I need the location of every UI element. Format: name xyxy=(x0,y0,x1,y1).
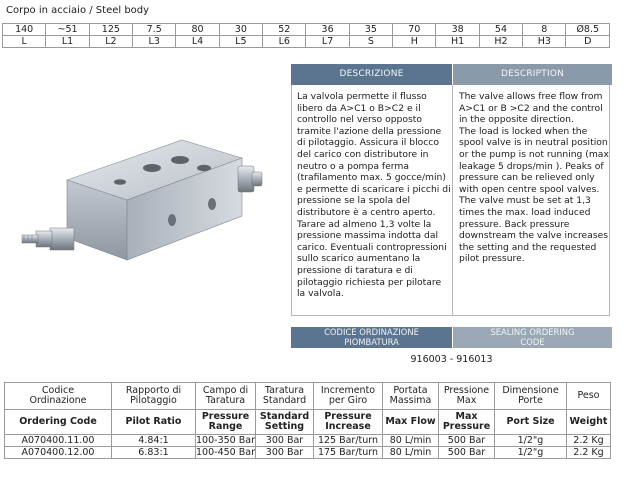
ordering-header-english xyxy=(5,410,611,435)
header-cell: Port Size xyxy=(495,410,567,435)
header-cell: Pressure Increase xyxy=(314,410,383,435)
description-heading: DESCRIPTION xyxy=(453,64,612,85)
adjusting-screw xyxy=(22,235,38,243)
dim-value: ~51 xyxy=(46,24,89,36)
table-cell: 500 Bar xyxy=(439,435,495,447)
header-cell: Rapporto di Pilotaggio xyxy=(112,383,196,410)
page-title: Corpo in acciaio / Steel body xyxy=(6,5,150,16)
dim-label: L4 xyxy=(176,36,219,48)
header-cell: Max Flow xyxy=(383,410,439,435)
header-cell: Pressure Range xyxy=(196,410,256,435)
header-cell: Incremento per Giro xyxy=(314,383,383,410)
table-cell: 6.83:1 xyxy=(112,447,196,459)
header-cell: Standard Setting xyxy=(256,410,314,435)
table-cell: 100-350 Bar xyxy=(196,435,255,446)
table-cell: 2.2 Kg xyxy=(567,447,611,459)
port-hole xyxy=(143,164,161,172)
table-cell: 300 Bar xyxy=(256,447,314,459)
dim-value: 30 xyxy=(219,24,262,36)
port-hole xyxy=(197,165,211,171)
dim-label: D xyxy=(566,36,610,48)
dim-value: 140 xyxy=(3,24,46,36)
header-cell: Taratura Standard xyxy=(256,383,314,410)
header-cell: Peso xyxy=(567,383,611,410)
descrizione-heading: DESCRIZIONE xyxy=(291,64,452,85)
table-cell: 1/2"g xyxy=(495,447,567,459)
header-cell: Pressione Max xyxy=(439,383,495,410)
dim-value: 36 xyxy=(306,24,349,36)
table-cell: 125 Bar/turn xyxy=(314,435,383,447)
dim-label: L xyxy=(3,36,46,48)
table-cell: 80 L/min xyxy=(383,447,439,459)
dim-label: H3 xyxy=(523,36,566,48)
dim-value: Ø8.5 xyxy=(566,24,610,36)
table-cell: A070400.11.00 xyxy=(5,435,112,447)
right-cartridge-cap xyxy=(252,172,262,186)
dim-value: 7.5 xyxy=(133,24,176,36)
sealing-ordering-heading xyxy=(453,327,612,348)
dim-value: 54 xyxy=(479,24,522,36)
dim-label: L6 xyxy=(263,36,306,48)
sealing-code-value: 916003 - 916013 xyxy=(410,354,493,365)
header-cell: Codice Ordinazione xyxy=(5,383,112,410)
table-cell: 500 Bar xyxy=(439,447,495,459)
dim-label: H1 xyxy=(436,36,479,48)
dimensions-labels-row xyxy=(3,36,610,48)
dim-label: L7 xyxy=(306,36,349,48)
table-cell: 80 L/min xyxy=(383,435,439,447)
dim-value: 125 xyxy=(89,24,132,36)
dim-label: L2 xyxy=(89,36,132,48)
dim-label: H2 xyxy=(479,36,522,48)
description-divider xyxy=(452,85,453,316)
port-hole xyxy=(171,156,189,164)
description-text: The valve allows free flow from A>C1 or B >C2 and the control in the opposite direction. The load is locked when the spool valve is in neutral position or the pump is not running (max leakage 5 drops/min ). Peaks of pressure can be relieved only with open centre spool valves. The valve must be set at 1,3 times the max. load induced pressure. Back pressure downstream the valve increases the setting and the requested pilot pressure. xyxy=(459,91,609,265)
valve-product-image xyxy=(12,120,282,300)
dim-value: 80 xyxy=(176,24,219,36)
dimensions-values-row xyxy=(3,24,610,36)
table-cell: 1/2"g xyxy=(495,435,567,447)
table-cell: 175 Bar/turn xyxy=(314,447,383,459)
dim-value: 8 xyxy=(523,24,566,36)
dimensions-table xyxy=(2,23,610,48)
left-cartridge xyxy=(50,228,74,250)
dim-label: L3 xyxy=(133,36,176,48)
dim-label: S xyxy=(349,36,392,48)
ordering-table xyxy=(4,382,611,459)
dim-value: 70 xyxy=(393,24,436,36)
dim-label: L5 xyxy=(219,36,262,48)
table-row xyxy=(5,435,611,447)
right-cartridge xyxy=(238,166,254,192)
port-hole xyxy=(114,179,126,185)
header-cell: Dimensione Porte xyxy=(495,383,567,410)
dim-value: 35 xyxy=(349,24,392,36)
sealing-ordering-label: SEALING ORDERING CODE xyxy=(490,327,575,347)
dim-value: 38 xyxy=(436,24,479,36)
lock-nut xyxy=(36,231,52,247)
table-cell: 100-450 Bar xyxy=(196,447,255,458)
header-cell: Weight xyxy=(567,410,611,435)
dim-label: L1 xyxy=(46,36,89,48)
table-cell: A070400.12.00 xyxy=(5,447,112,459)
header-cell: Campo di Taratura xyxy=(196,383,256,410)
codice-ordinazione-label: CODICE ORDINAZIONE PIOMBATURA xyxy=(324,327,419,347)
table-cell: 4.84:1 xyxy=(112,435,196,447)
dim-label: H xyxy=(393,36,436,48)
header-cell: Ordering Code xyxy=(5,410,112,435)
header-cell: Portata Massima xyxy=(383,383,439,410)
header-cell: Pilot Ratio xyxy=(112,410,196,435)
mounting-hole xyxy=(168,214,176,226)
table-cell: 2.2 Kg xyxy=(567,435,611,447)
table-cell: 300 Bar xyxy=(256,435,314,447)
header-cell: Max Pressure xyxy=(439,410,495,435)
descrizione-text: La valvola permette il flusso libero da A>C1 o B>C2 e il controllo nel verso opposto tramite l'azione della pressione di pilotaggio. Assicura il blocco del carico con distributore in neutro o a pompa ferma (trafilamento max. 5 gocce/min) e permette di scaricare i picchi di pressione se la spola del distributore è a centro aperto. Tarare ad almeno 1,3 volte la pressione massima indotta dal carico. Eventuali contropressioni sullo scarico aumentano la pressione di taratura e di pilotaggio richiesta per pilotare la valvola. xyxy=(297,91,451,300)
ordering-header-italian xyxy=(5,383,611,410)
table-row xyxy=(5,447,611,459)
mounting-hole xyxy=(208,198,216,210)
codice-ordinazione-heading xyxy=(291,327,452,348)
dim-value: 52 xyxy=(263,24,306,36)
